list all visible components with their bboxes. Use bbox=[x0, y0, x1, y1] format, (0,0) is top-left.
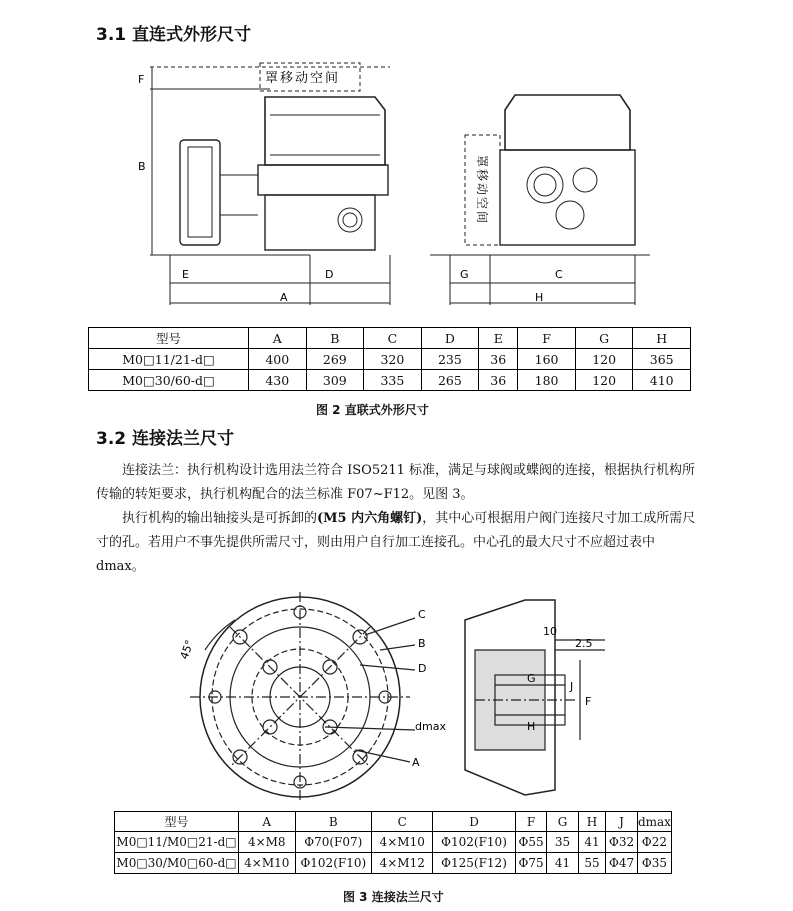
dim-label-D: D bbox=[325, 268, 334, 281]
table-cell: M0□30/M0□60-d□ bbox=[115, 853, 239, 874]
table-header: E bbox=[479, 328, 518, 349]
table-header: 型号 bbox=[115, 812, 239, 832]
table-row bbox=[89, 349, 691, 370]
table-cell: 36 bbox=[479, 349, 518, 370]
flange-label-dmax: dmax bbox=[415, 720, 446, 733]
table-cell: 41 bbox=[578, 832, 605, 853]
table-cell: Φ125(F12) bbox=[433, 853, 515, 874]
dim-label-E: E bbox=[182, 268, 189, 281]
table-cell: 120 bbox=[575, 349, 633, 370]
section-title-3-2: 3.2 连接法兰尺寸 bbox=[96, 429, 235, 449]
table-cell: Φ102(F10) bbox=[295, 853, 372, 874]
table-cell: M0□11/M0□21-d□ bbox=[115, 832, 239, 853]
dim-label-A: A bbox=[280, 291, 288, 304]
figure-2-caption: 图 2 直联式外形尺寸 bbox=[316, 403, 429, 417]
table-cell: 320 bbox=[364, 349, 422, 370]
figure-2-drawing bbox=[130, 55, 670, 315]
dim-label-F: F bbox=[585, 695, 592, 708]
paragraph-2-bold: (M5 内六角螺钉) bbox=[317, 511, 423, 526]
table-cell: Φ70(F07) bbox=[295, 832, 372, 853]
table-header: F bbox=[515, 812, 547, 832]
table-header: D bbox=[433, 812, 515, 832]
table-cell: Φ35 bbox=[637, 853, 671, 874]
table-cell: 4×M10 bbox=[372, 832, 433, 853]
figure-3-drawing bbox=[175, 590, 615, 805]
table-cell: 265 bbox=[421, 370, 479, 391]
flange-label-B: B bbox=[418, 637, 426, 650]
table-header: D bbox=[421, 328, 479, 349]
table-cell: 309 bbox=[306, 370, 364, 391]
table-cell: Φ32 bbox=[606, 832, 638, 853]
table-header: H bbox=[633, 328, 691, 349]
cover-space-label-vertical: 罩移动空间 bbox=[475, 155, 489, 226]
paragraph-2-start: 执行机构的输出轴接头是可拆卸的 bbox=[122, 511, 318, 526]
cover-space-label: 罩移动空间 bbox=[265, 71, 341, 86]
table-cell: 41 bbox=[547, 853, 578, 874]
dim-label-G: G bbox=[527, 672, 536, 685]
table-row bbox=[115, 832, 672, 853]
dim-label-G: G bbox=[460, 268, 469, 281]
table-cell: 235 bbox=[421, 349, 479, 370]
body-text bbox=[96, 459, 696, 579]
table-cell: Φ75 bbox=[515, 853, 547, 874]
figure-2-table bbox=[88, 327, 691, 391]
table-cell: 36 bbox=[479, 370, 518, 391]
table-header: H bbox=[578, 812, 605, 832]
figure-3-caption: 图 3 连接法兰尺寸 bbox=[343, 890, 444, 904]
table-header: C bbox=[372, 812, 433, 832]
table-cell: 269 bbox=[306, 349, 364, 370]
section-title-3-1: 3.1 直连式外形尺寸 bbox=[96, 25, 252, 45]
table-cell: Φ22 bbox=[637, 832, 671, 853]
table-cell: 4×M8 bbox=[239, 832, 296, 853]
table-header: 型号 bbox=[89, 328, 249, 349]
table-cell: 160 bbox=[518, 349, 576, 370]
table-cell: 55 bbox=[578, 853, 605, 874]
table-cell: 120 bbox=[575, 370, 633, 391]
angle-label: 45° bbox=[177, 638, 197, 662]
dim-label-F: F bbox=[138, 73, 145, 86]
table-cell: Φ55 bbox=[515, 832, 547, 853]
dim-label-C: C bbox=[555, 268, 563, 281]
dim-label-J: J bbox=[570, 680, 574, 693]
table-cell: 400 bbox=[249, 349, 307, 370]
paragraph-2 bbox=[96, 507, 696, 579]
flange-label-D: D bbox=[418, 662, 427, 675]
dim-label-H: H bbox=[527, 720, 536, 733]
dim-label-H: H bbox=[535, 291, 544, 304]
table-header: F bbox=[518, 328, 576, 349]
table-header: B bbox=[306, 328, 364, 349]
table-header: B bbox=[295, 812, 372, 832]
table-header: dmax bbox=[637, 812, 671, 832]
table-cell: 180 bbox=[518, 370, 576, 391]
table-cell: 365 bbox=[633, 349, 691, 370]
dim-label-2-5: 2.5 bbox=[575, 637, 593, 650]
table-header: J bbox=[606, 812, 638, 832]
table-header: C bbox=[364, 328, 422, 349]
table-cell: 335 bbox=[364, 370, 422, 391]
figure-3-table bbox=[114, 811, 672, 874]
table-header: A bbox=[249, 328, 307, 349]
flange-label-C: C bbox=[418, 608, 426, 621]
table-row bbox=[89, 370, 691, 391]
table-cell: 4×M12 bbox=[372, 853, 433, 874]
table-cell: 4×M10 bbox=[239, 853, 296, 874]
table-cell: Φ47 bbox=[606, 853, 638, 874]
table-cell: M0□30/60-d□ bbox=[89, 370, 249, 391]
table-cell: 430 bbox=[249, 370, 307, 391]
dim-label-10: 10 bbox=[543, 625, 557, 638]
table-header: A bbox=[239, 812, 296, 832]
table-row bbox=[115, 853, 672, 874]
paragraph-1: 连接法兰：执行机构设计选用法兰符合 ISO5211 标准，满足与球阀或蝶阀的连接，根据执行机构所传输的转矩要求，执行机构配合的法兰标准 F07~F12。见图 3。 bbox=[96, 463, 696, 502]
table-header: G bbox=[547, 812, 578, 832]
paragraph-2-end: ，其中心可根据用户阀门连接尺寸加工成所需尺寸的孔。若用户不事先提供所需尺寸，则由用户自行加工连接孔。中心孔的最大尺寸不应超过表中 dmax。 bbox=[96, 511, 696, 574]
table-cell: Φ102(F10) bbox=[433, 832, 515, 853]
table-header: G bbox=[575, 328, 633, 349]
dim-label-B: B bbox=[138, 160, 146, 173]
table-cell: 410 bbox=[633, 370, 691, 391]
table-cell: 35 bbox=[547, 832, 578, 853]
flange-label-A: A bbox=[412, 756, 420, 769]
table-cell: M0□11/21-d□ bbox=[89, 349, 249, 370]
